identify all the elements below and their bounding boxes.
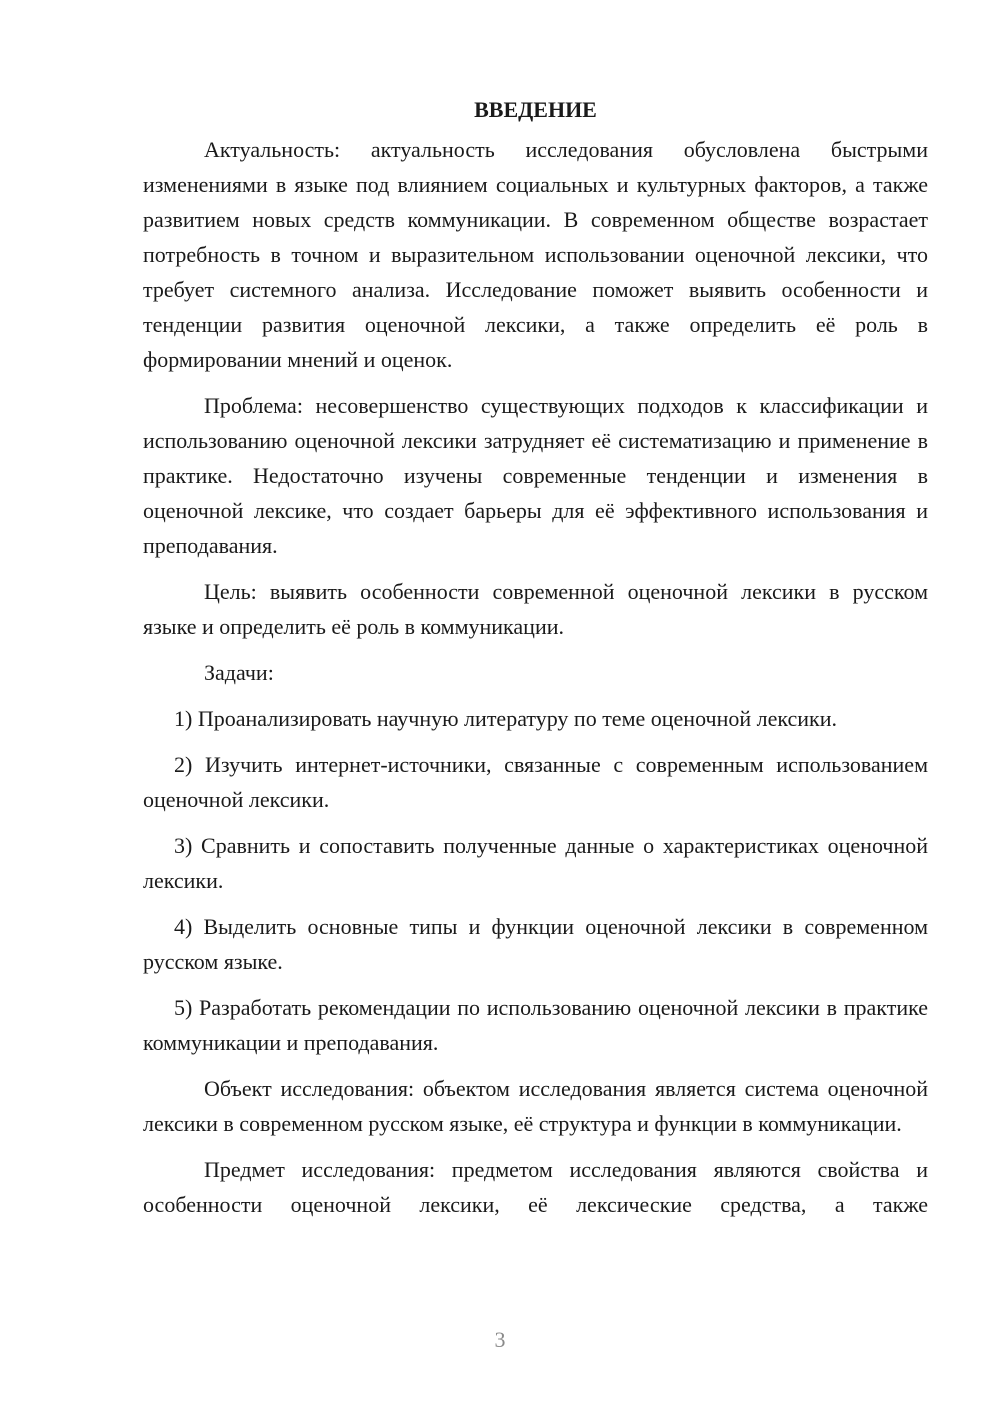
tasks-heading: Задачи:: [204, 660, 274, 685]
document-page: [143, 96, 928, 1222]
task-item-2: 2) Изучить интернет-источники, связанные с современным использованием оценочной лексики.: [143, 752, 928, 812]
paragraph-relevance: Актуальность: актуальность исследования обусловлена быстрыми изменениями в языке под влиянием социальных и культурных факторов, а также развитием новых средств коммуникации. В современном обществе возрастает потребность в точном и выразительном использовании оценочной лексики, что требует системного анализа. Исследование поможет выявить особенности и тенденции развития оценочной лексики, а также определить её роль в формировании мнений и оценок.: [143, 137, 928, 372]
paragraph-subject: Предмет исследования: предметом исследования являются свойства и особенности оценочной лексики, её лексические средства, а также: [143, 1157, 928, 1217]
task-item-5: 5) Разработать рекомендации по использованию оценочной лексики в практике коммуникации и преподавания.: [143, 995, 928, 1055]
task-item-1: 1) Проанализировать научную литературу по теме оценочной лексики.: [174, 706, 837, 731]
paragraph-problem: Проблема: несовершенство существующих подходов к классификации и использованию оценочной лексики затрудняет её систематизацию и применение в практике. Недостаточно изучены современные тенденции и изменения в оценочной лексике, что создает барьеры для её эффективного использования и преподавания.: [143, 393, 928, 558]
page-number: 3: [494, 1327, 506, 1352]
task-item-4: 4) Выделить основные типы и функции оценочной лексики в современном русском языке.: [143, 914, 928, 974]
paragraph-object: Объект исследования: объектом исследования является система оценочной лексики в современном русском языке, её структура и функции в коммуникации.: [143, 1076, 928, 1136]
task-item-3: 3) Сравнить и сопоставить полученные данные о характеристиках оценочной лексики.: [143, 833, 928, 893]
section-title: ВВЕДЕНИЕ: [474, 97, 597, 122]
paragraph-goal: Цель: выявить особенности современной оценочной лексики в русском языке и определить её роль в коммуникации.: [143, 579, 928, 639]
